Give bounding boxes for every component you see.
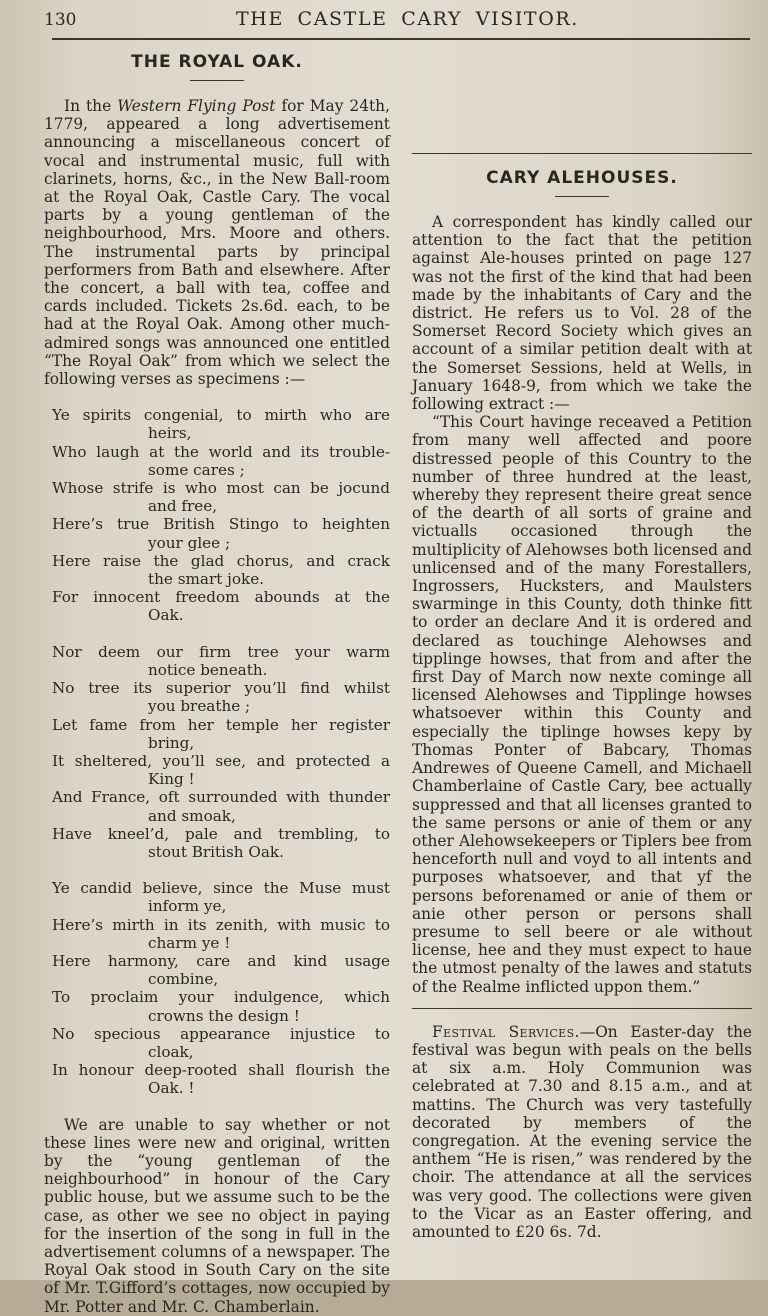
poem-line-text: Nor deem our firm tree your warm: [52, 642, 390, 661]
poem-line-continuation: combine,: [148, 970, 219, 989]
poem-stanza: [52, 406, 390, 624]
festival-paragraph: Festival Services.—On Easter-day the festival was begun with peals on the bells at six a.m. Holy Communion was celebrated at 7.30 and 8.15 a.m., and at mattins. The Church was very tastefully decorated by members of the congregation. At the evening service the anthem “He is risen,” was rendered by the choir. The attendance at all the services was very good. The collections were given to the Vicar as an Easter offering, and amounted to £20 6s. 7d.: [412, 1022, 752, 1241]
page-number: 130: [44, 10, 77, 30]
poem-line-continuation: cloak,: [148, 1042, 194, 1061]
poem-line-text: And France, oft surrounded with thunder: [52, 788, 390, 807]
poem-line-text: Let fame from her temple her register: [52, 715, 390, 734]
newspaper-title: Western Flying Post: [117, 97, 276, 115]
poem-line-text: Who laugh at the world and its trouble-: [52, 442, 390, 461]
royal-oak-heading: THE ROYAL OAK.: [131, 52, 303, 72]
poem-line-text: Here raise the glad chorus, and crack: [52, 551, 390, 570]
poem-line-text: No tree its superior you’ll find whilst: [52, 679, 390, 698]
poem-line: [52, 752, 390, 788]
poem-line: [52, 679, 390, 715]
poem-stanza: [52, 643, 390, 861]
poem-line-continuation: King !: [148, 770, 195, 789]
poem: [52, 406, 390, 1097]
poem-line-continuation: stout British Oak.: [148, 842, 284, 861]
poem-line-text: Here’s mirth in its zenith, with music to: [52, 915, 390, 934]
poem-line: [52, 916, 390, 952]
left-column: [44, 52, 390, 1316]
poem-line: [52, 988, 390, 1024]
poem-line-text: No specious appearance injustice to: [52, 1024, 390, 1043]
poem-line-continuation: you breathe ;: [148, 697, 251, 716]
poem-line: [52, 716, 390, 752]
poem-line: [52, 479, 390, 515]
poem-line-continuation: charm ye !: [148, 933, 231, 952]
poem-line-continuation: crowns the design !: [148, 1006, 300, 1025]
alehouses-extract: “This Court havinge receaved a Petition from many well affected and poore distressed people of this Country to the number of three hundred at the least, whereby they represent theire great sence of the dearth of all sorts of graine and victualls occasioned through the multiplicity of Alehowses both licensed and unlicensed and of the many Forestallers, Ingrossers, Hucksters, and Maulsters swarminge in this County, doth thinke fitt to order an declare And it is ordered and declared as touchinge Alehowses and tipplinge howses, that from and after the first Day of March now nexte cominge all licensed Alehowses and Tipplinge howses whatsoever within this County and especially the tiplinge howses kepy by Thomas Ponter of Babcary, Thomas Andrewes of Queene Camell, and Michaell Chamberlaine of Castle Cary, bee actually suppressed and that all licenses granted to the same persons or anie of them or any other Alehowsekeepers or Tiplers bee from henceforth null and voyd to all intents and purposes whatsoever, and that yf the persons beforenamed or anie of them or anie other person or persons shall presume to sell beere or ale without license, hee and they must expect to haue the utmost penalty of the lawes and statuts of the Realme inflicted uppon them.”: [412, 413, 752, 996]
poem-line-continuation: and smoak,: [148, 806, 236, 825]
section-rule: [412, 153, 752, 154]
poem-line: [52, 515, 390, 551]
poem-line-continuation: some cares ;: [148, 460, 245, 479]
poem-line-text: In honour deep-rooted shall flourish the: [52, 1061, 390, 1080]
poem-line: [52, 552, 390, 588]
column-continuation-space: [412, 60, 752, 153]
poem-line-text: Ye candid believe, since the Muse must: [52, 879, 390, 898]
poem-line-continuation: Oak.: [148, 606, 184, 625]
poem-line-text: Ye spirits congenial, to mirth who are: [52, 406, 390, 425]
poem-line: [52, 588, 390, 624]
heading-rule: [555, 196, 609, 197]
poem-stanza: [52, 879, 390, 1097]
poem-line-text: Have kneel’d, pale and trembling, to: [52, 824, 390, 843]
poem-line-continuation: notice beneath.: [148, 660, 268, 679]
festival-title: Festival Services.: [432, 1022, 580, 1041]
poem-line-continuation: the smart joke.: [148, 570, 265, 589]
poem-line-continuation: heirs,: [148, 424, 192, 443]
poem-line: [52, 788, 390, 824]
poem-line-text: It sheltered, you’ll see, and protected a: [52, 751, 390, 770]
poem-line-text: Whose strife is who most can be jocund: [52, 479, 390, 498]
poem-line: [52, 952, 390, 988]
poem-line-text: Here harmony, care and kind usage: [52, 951, 390, 970]
poem-line: [52, 643, 390, 679]
poem-line: [52, 443, 390, 479]
heading-rule: [190, 80, 244, 81]
running-title: THE CASTLE CARY VISITOR.: [236, 8, 579, 30]
poem-line: [52, 879, 390, 915]
poem-line: [52, 406, 390, 442]
poem-line: [52, 1025, 390, 1061]
right-column: [412, 60, 752, 1241]
poem-line: [52, 1061, 390, 1097]
poem-line-continuation: your glee ;: [148, 533, 231, 552]
poem-line-continuation: Oak. !: [148, 1079, 195, 1098]
poem-line-continuation: bring,: [148, 733, 195, 752]
poem-line-continuation: and free,: [148, 497, 218, 516]
poem-line-text: Here’s true British Stingo to heighten: [52, 515, 390, 534]
poem-line: [52, 825, 390, 861]
alehouses-heading: CARY ALEHOUSES.: [486, 168, 678, 188]
poem-line-text: To proclaim your indulgence, which: [52, 988, 390, 1007]
section-rule: [412, 1008, 752, 1009]
alehouses-intro: A correspondent has kindly called our attention to the fact that the petition against Ale-houses printed on page 127 was not the first of the kind that had been made by the inhabitants of Cary and the district. He refers us to Vol. 28 of the Somerset Record Society which gives an account of a similar petition dealt with at the Somerset Sessions, held at Wells, in January 1648-9, from which we take the following extract :—: [412, 213, 752, 414]
royal-oak-intro: In the Western Flying Post for May 24th, 1779, appeared a long advertisement announcing a miscellaneous concert of vocal and instrumental music, full with clarinets, horns, &c., in the New Ball-room at the Royal Oak, Castle Cary. The vocal parts by a young gentleman of the neighbourhood, Mrs. Moore and others. The instrumental parts by principal performers from Bath and elsewhere. After the concert, a ball with tea, coffee and cards included. Tickets 2s.6d. each, to be had at the Royal Oak. Among other much-admired songs was announced one entitled “The Royal Oak” from which we select the following verses as specimens :—: [44, 97, 390, 389]
poem-line-text: For innocent freedom abounds at the: [52, 588, 390, 607]
header-rule: [52, 38, 750, 40]
royal-oak-closing: We are unable to say whether or not these lines were new and original, written by the “young gentleman of the neighbourhood” in honour of the Cary public house, but we assume such to be the case, as other we see no object in paying for the insertion of the song in full in the advertisement columns of a newspaper. The Royal Oak stood in South Cary on the site of Mr. T.Gifford’s cottages, now occupied by Mr. Potter and Mr. C. Chamberlain.: [44, 1115, 390, 1316]
poem-line-continuation: inform ye,: [148, 897, 227, 916]
